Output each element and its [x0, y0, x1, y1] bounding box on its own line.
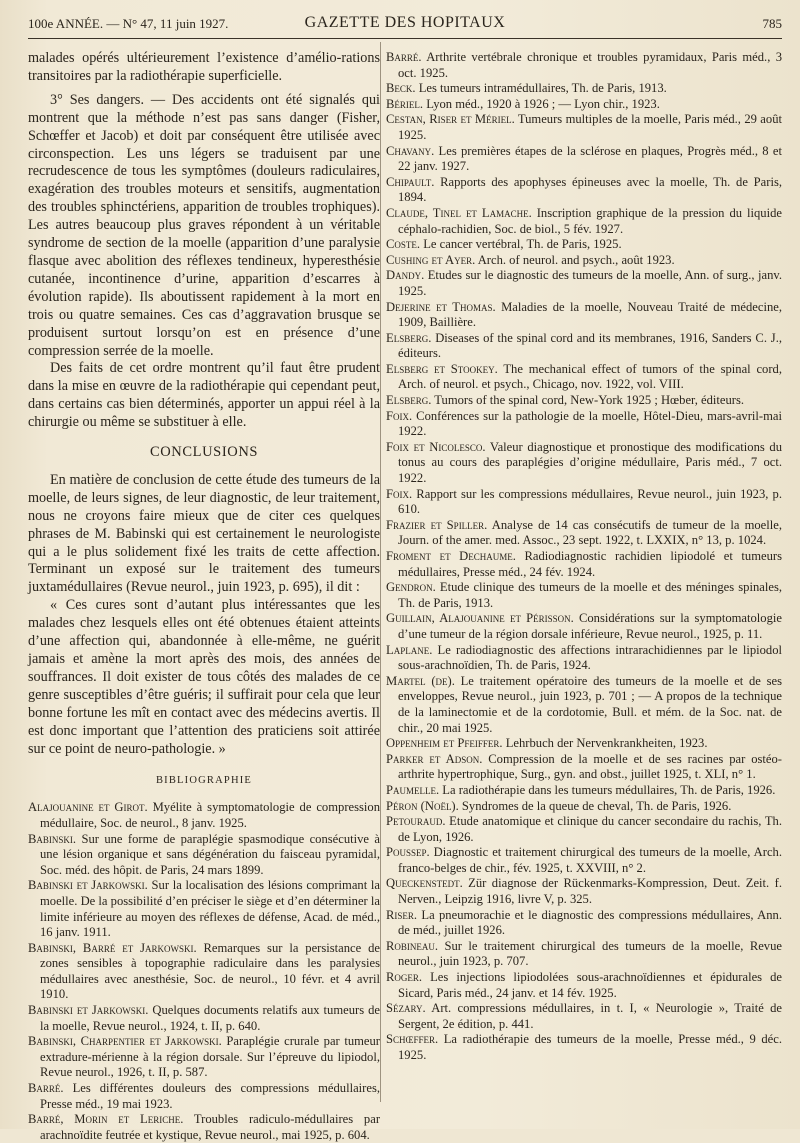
- reference-author: Babinski et Jarkowski.: [28, 878, 148, 893]
- reference-author: Frazier et Spiller.: [386, 517, 488, 532]
- reference-text: Le radiodiagnostic des affections intrarachidiennes par le lipiodol sous-arachnoïdien, Th. de Paris, 1924.: [398, 642, 782, 673]
- reference-author: Babinski.: [28, 831, 77, 846]
- reference-entry: [386, 799, 782, 815]
- reference-text: Tumors of the spinal cord, New-York 1925 ; Hœber, éditeurs.: [431, 393, 745, 408]
- reference-entry: [386, 752, 782, 783]
- reference-text: Les premières étapes de la sclérose en plaques, Progrès méd., 8 et 22 janv. 1927.: [398, 143, 782, 174]
- reference-author: Dandy.: [386, 268, 425, 283]
- reference-entry: [386, 518, 782, 549]
- reference-author: Oppenheim et Pfeiffer.: [386, 736, 503, 751]
- faits-paragraph: Des faits de cet ordre montrent qu’il faut être prudent dans la mise en œuvre de la radiothérapie qui cependant peut, dans certains cas bien déterminés, apporter un appui réel à la chirurgie ou même se substituer à elle.: [28, 360, 380, 431]
- reference-text: Conférences sur la pathologie de la moelle, Hôtel-Dieu, mars-avril-mai 1922.: [398, 408, 782, 439]
- reference-entry: [386, 206, 782, 237]
- reference-text: Compression de la moelle et de ses racines par ostéo-arthrite hypertrophique, Surg., gyn. and obst., juillet 1925, t. XLI, n° 1.: [398, 751, 782, 782]
- reference-author: Foix.: [386, 486, 413, 501]
- reference-author: Elsberg.: [386, 330, 432, 345]
- reference-entry: [28, 878, 380, 940]
- reference-text: Myélite à symptomatologie de compression médullaire, Soc. de neurol., 8 janv. 1925.: [40, 800, 380, 830]
- reference-text: Troubles radiculo-médullaires par arachnoïdite feutrée et kystique, Revue neurol., mai 1925, p. 604.: [40, 1112, 381, 1142]
- reference-text: Lehrbuch der Nervenkrankheiten, 1923.: [502, 736, 708, 751]
- reference-entry: [28, 1112, 380, 1143]
- header-rule: [28, 38, 782, 39]
- reference-text: Rapports des apophyses épineuses avec la moelle, Th. de Paris, 1894.: [398, 174, 782, 205]
- column-divider: [380, 42, 381, 1102]
- reference-entry: [28, 1081, 380, 1112]
- bibliography-heading: BIBLIOGRAPHIE: [155, 775, 253, 787]
- reference-text: Etude clinique des tumeurs de la moelle et des méninges spinales, Th. de Paris, 1913.: [398, 580, 782, 610]
- reference-text: Paraplégie crurale par tumeur extradure-mérienne à la région dorsale. Sur l’épreuve du lipiodol, Revue neurol., 1926, t. II, p. 587.: [40, 1034, 381, 1080]
- reference-text: Maladies de la moelle, Nouveau Traité de médecine, 1909, Baillière.: [398, 299, 782, 330]
- reference-entry: [28, 1034, 380, 1081]
- reference-text: Diagnostic et traitement chirurgical des tumeurs de la moelle, Arch. franco-belges de chir., fév. 1925, t. XXVIII, n° 2.: [398, 845, 782, 875]
- reference-entry: [386, 487, 782, 518]
- reference-author: Martel (de).: [386, 673, 455, 688]
- reference-text: Les injections lipiodolées sous-arachnoïdiennes et épidurales de Sicard, Paris méd., 24 janv. et 14 fév. 1925.: [398, 970, 782, 1000]
- reference-text: Rapport sur les compressions médullaires, Revue neurol., juin 1923, p. 610.: [398, 486, 782, 517]
- left-column: [28, 50, 380, 1143]
- reference-author: Gendron.: [386, 580, 436, 595]
- reference-author: Guillain, Alajouanine et Périsson.: [386, 611, 574, 626]
- reference-author: Foix et Nicolesco.: [386, 439, 486, 454]
- reference-text: Arthrite vertébrale chronique et troubles pyramidaux, Paris méd., 3 oct. 1925.: [398, 50, 782, 80]
- reference-author: Coste.: [386, 237, 421, 252]
- reference-text: Considérations sur la symptomatologie d’une tumeur de la région dorsale inférieure, Revue neurol., 1925, p. 11.: [398, 611, 782, 641]
- reference-entry: [386, 393, 782, 409]
- reference-text: Quelques documents relatifs aux tumeurs de la moelle, Revue neurol., 1924, t. II, p. 640.: [40, 1003, 380, 1033]
- reference-author: Beck.: [386, 81, 416, 96]
- reference-author: Queckenstedt.: [386, 876, 463, 891]
- reference-author: Dejerine et Thomas.: [386, 299, 496, 314]
- reference-author: Babinski et Jarkowski.: [28, 1003, 149, 1018]
- reference-text: Le traitement opératoire des tumeurs de la moelle et de ses enveloppes, Revue neurol., juin 1923, p. 701 ; — A propos de la technique de la laminectomie et de la cordotomie, Bull. et mém. de la Soc. nat. de chir., 20 mai 1925.: [398, 673, 782, 735]
- reference-entry: [386, 50, 782, 81]
- reference-entry: [28, 941, 380, 1003]
- reference-entry: [386, 1001, 782, 1032]
- reference-entry: [28, 832, 380, 879]
- reference-entry: [386, 237, 782, 253]
- reference-entry: [386, 331, 782, 362]
- reference-text: Inscription graphique de la pression du liquide céphalo-rachidien, Soc. de biol., 5 fév. 1927.: [398, 205, 782, 236]
- reference-author: Paumelle.: [386, 782, 440, 797]
- reference-entry: [386, 253, 782, 269]
- reference-text: Etude anatomique et clinique du cancer secondaire du rachis, Th. de Lyon, 1926.: [398, 814, 782, 844]
- reference-author: Chavany.: [386, 143, 435, 158]
- reference-entry: [386, 674, 782, 736]
- reference-entry: [386, 908, 782, 939]
- reference-author: Péron (Noël).: [386, 798, 459, 813]
- reference-text: La radiothérapie des tumeurs de la moelle, Presse méd., 9 déc. 1925.: [398, 1032, 782, 1062]
- reference-author: Babinski, Barré et Jarkowski.: [28, 940, 197, 955]
- reference-text: Sur le traitement chirurgical des tumeurs de la moelle, Revue neurol., juin 1923, p. 707.: [398, 938, 782, 969]
- reference-entry: [386, 144, 782, 175]
- reference-entry: [386, 783, 782, 799]
- reference-entry: [386, 580, 782, 611]
- reference-author: Foix.: [386, 408, 413, 423]
- reference-entry: [386, 300, 782, 331]
- reference-entry: [386, 175, 782, 206]
- reference-text: La pneumorachie et le diagnostic des compressions médullaires, Ann. de méd., juillet 1926.: [398, 907, 782, 938]
- reference-entry: [386, 643, 782, 674]
- reference-text: Sur une forme de paraplégie spasmodique consécutive à une lésion organique et sans dégénération du faisceau pyramidal, Soc. méd. des hôpit. de Paris, 24 mars 1899.: [40, 831, 380, 877]
- reference-entry: [386, 611, 782, 642]
- reference-entry: [386, 81, 782, 97]
- reference-entry: [386, 362, 782, 393]
- reference-text: Diseases of the spinal cord and its membranes, 1916, Sanders C. J., éditeurs.: [398, 330, 782, 361]
- reference-text: The mechanical effect of tumors of the spinal cord, Arch. of neurol. et psych., Chicago, nov. 1922, vol. VIII.: [398, 361, 782, 392]
- reference-author: Barré.: [28, 1081, 64, 1096]
- reference-author: Barré, Morin et Leriche.: [28, 1112, 184, 1127]
- reference-author: Schœffer.: [386, 1032, 439, 1047]
- reference-author: Alajouanine et Girot.: [28, 800, 148, 815]
- right-reference-list: [386, 50, 782, 1064]
- quote-paragraph: « Ces cures sont d’autant plus intéressantes que les malades chez lesquels elles ont été obtenues étaient atteints d’une affection qui, abandonnée à elle-même, ne guérit jamais et amène la mort après des mois, des années de souffrances. Il doit exister de tous côtés des malades de ce genre susceptibles d’être guéris; il suffirait pour cela que leur bonne fortune les mît en contact avec des médecins avertis. Il est donc important que l’attention des praticiens soit attirée sur ce point de neuro-pathologie. »: [28, 597, 380, 757]
- reference-author: Chipault.: [386, 174, 435, 189]
- reference-text: Zür diagnose der Rückenmarks-Kompression, Deut. Zeit. f. Nerven., Leipzig 1916, livre V, p. 325.: [398, 876, 782, 907]
- reference-text: Les différentes douleurs des compressions médullaires, Presse méd., 19 mai 1923.: [40, 1081, 380, 1111]
- conclusions-heading: CONCLUSIONS: [149, 444, 259, 461]
- reference-entry: [386, 549, 782, 580]
- reference-author: Sézary.: [386, 1001, 426, 1016]
- reference-author: Riser.: [386, 907, 418, 922]
- conclusion-paragraph: En matière de conclusion de cette étude des tumeurs de la moelle, de leurs signes, de leur diagnostic, de leur traitement, nous ne croyons faire mieux que de citer ces quelques phrases de M. Babinski qui est certainement le neurologiste qui a le plus solidement fixé les traits de cette affection. Terminant un exposé sur le traitement des tumeurs juxtamédullaires (Revue neurol., juin 1923, p. 695), il dit :: [28, 471, 380, 596]
- reference-text: Analyse de 14 cas consécutifs de tumeur de la moelle, Journ. of the amer. med. Assoc., 23 sept. 1922, t. LXXIX, n° 13, p. 1024.: [398, 517, 782, 548]
- reference-author: Claude, Tinel et Lamache.: [386, 205, 532, 220]
- reference-author: Bériel.: [386, 96, 424, 111]
- reference-author: Babinski, Charpentier et Jarkowski.: [28, 1034, 222, 1049]
- reference-entry: [386, 736, 782, 752]
- reference-entry: [386, 112, 782, 143]
- reference-author: Parker et Adson.: [386, 751, 483, 766]
- reference-entry: [28, 800, 380, 831]
- reference-text: La radiothérapie dans les tumeurs médullaires, Th. de Paris, 1926.: [439, 782, 776, 797]
- reference-entry: [386, 970, 782, 1001]
- issue-info: 100e ANNÉE. — N° 47, 11 juin 1927.: [28, 16, 229, 31]
- reference-author: Elsberg.: [386, 393, 432, 408]
- reference-entry: [386, 876, 782, 907]
- reference-text: Syndromes de la queue de cheval, Th. de Paris, 1926.: [458, 798, 732, 813]
- reference-text: Remarques sur la persistance de zones sensibles à topographie radiculaire dans les paralysies médullaires avec anesthésie, Soc. de neurol., 10 févr. et 4 avril 1910.: [40, 940, 380, 1002]
- reference-author: Poussep.: [386, 845, 430, 860]
- reference-author: Roger.: [386, 970, 423, 985]
- reference-author: Elsberg et Stookey.: [386, 361, 498, 376]
- reference-text: Tumeurs multiples de la moelle, Paris méd., 29 août 1925.: [398, 112, 782, 142]
- intro-paragraph: malades opérés ultérieurement l’existence d’amélio-rations transitoires par la radiothérapie superficielle.: [28, 50, 380, 84]
- reference-text: Lyon méd., 1920 à 1926 ; — Lyon chir., 1923.: [423, 96, 660, 111]
- reference-entry: [386, 440, 782, 487]
- reference-author: Froment et Dechaume.: [386, 549, 516, 563]
- reference-author: Petouraud.: [386, 814, 446, 829]
- reference-text: Le cancer vertébral, Th. de Paris, 1925.: [420, 237, 622, 252]
- reference-text: Valeur diagnostique et pronostique des modifications du tonus au cours des paraplégies d’origine médullaire, Paris méd., 7 oct. 1922.: [398, 439, 782, 486]
- reference-text: Arch. of neurol. and psych., août 1923.: [475, 252, 675, 267]
- reference-entry: [386, 845, 782, 876]
- reference-author: Barré.: [386, 50, 422, 64]
- left-reference-list: [28, 800, 380, 1143]
- page-number: 785: [762, 16, 782, 31]
- reference-entry: [386, 97, 782, 113]
- reference-text: Les tumeurs intramédullaires, Th. de Paris, 1913.: [415, 81, 667, 96]
- reference-entry: [386, 814, 782, 845]
- reference-text: Radiodiagnostic rachidien lipiodolé et tumeurs médullaires, Presse méd., 24 fév. 1924.: [398, 549, 782, 579]
- reference-entry: [386, 939, 782, 970]
- reference-author: Laplane.: [386, 642, 433, 657]
- reference-text: Art. compressions médullaires, in t. I, « Neurologie », Traité de Sergent, 2e édition, p. 441.: [398, 1001, 782, 1031]
- reference-author: Robineau.: [386, 938, 439, 953]
- reference-entry: [386, 1032, 782, 1063]
- page-header: [28, 14, 782, 36]
- reference-author: Cestan, Riser et Mériel.: [386, 112, 515, 127]
- reference-entry: [386, 268, 782, 299]
- right-column: [386, 50, 782, 1064]
- dangers-paragraph: 3° Ses dangers. — Des accidents ont été signalés qui montrent que la méthode n’est pas sans danger (Fisher, Schœffer et Jacob) et doit par conséquent être utilisée avec circonspection. Les uns légers se traduisent par une recrudescence de tous les symptômes (douleurs radiculaires, exagération des troubles moteurs et sensitifs, augmentation des troubles sphinctériens, apparition de troubles trophiques). Les autres beaucoup plus graves répondent à un véritable syndrome de section de la moelle (apparition d’une paralysie flasque avec abolition des réflexes tendineux, hyperesthésie cutanée, incontinence d’urine, apparition d’escarres à évolution rapide). Ils aboutissent rapidement à la mort en trois ou quatre semaines. Ces cas d’aggravation brusque se produisent surtout lorsqu’on est en présence d’une compression serrée de la moelle.: [28, 91, 380, 359]
- journal-title: GAZETTE DES HOPITAUX: [304, 14, 506, 31]
- reference-entry: [28, 1003, 380, 1034]
- reference-author: Cushing et Ayer.: [386, 252, 476, 267]
- reference-entry: [386, 409, 782, 440]
- reference-text: Etudes sur le diagnostic des tumeurs de la moelle, Ann. of surg., janv. 1925.: [398, 268, 782, 298]
- reference-text: Sur la localisation des lésions comprimant la moelle. De la possibilité d’en préciser le siège et d’en déterminer la limite inférieure au moyen des réflexes de défense, Acad. de méd., 16 janv. 1911.: [40, 878, 380, 940]
